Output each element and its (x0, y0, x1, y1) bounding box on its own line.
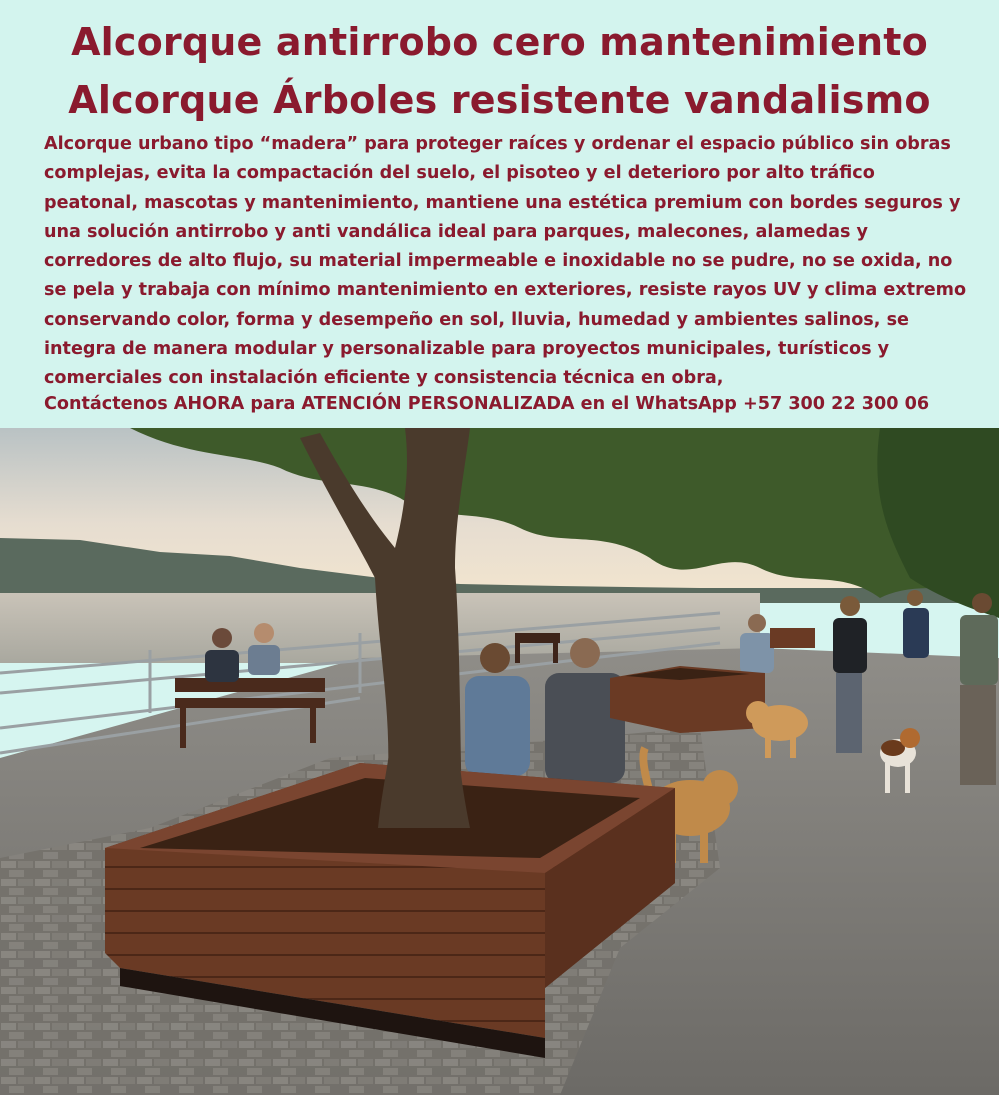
description-line: complejas, evita la compactación del suelo, el pisoteo y el deterioro por alto tráfico (44, 163, 875, 184)
headline-line-1: Alcorque antirrobo cero mantenimiento (71, 20, 928, 64)
description-line: peatonal, mascotas y mantenimiento, mantiene una estética premium con bordes seguros y (44, 192, 961, 213)
planter-distant (770, 628, 815, 648)
description-line: se pela y trabaja con mínimo mantenimiento en exteriores, resiste rayos UV y clima extremo (44, 280, 967, 301)
whatsapp-contact: Contáctenos AHORA para ATENCIÓN PERSONALIZADA en el WhatsApp +57 300 22 300 06 (44, 394, 930, 414)
description-line: integra de manera modular y personalizable para proyectos municipales, turísticos y (44, 339, 890, 360)
headline-line-2: Alcorque Árboles resistente vandalismo (68, 78, 931, 122)
description-line: conservando color, forma y desempeño en sol, lluvia, humedad y ambientes salinos, se (44, 309, 909, 330)
promenade-photo (0, 428, 999, 1095)
description (44, 130, 974, 394)
planter-far (610, 666, 765, 733)
description-line: comerciales con instalación eficiente y consistencia técnica en obra, (44, 368, 724, 389)
tree-trunk-base (378, 728, 470, 828)
description-line: una solución antirrobo y anti vandálica ideal para parques, malecones, alamedas y (44, 221, 869, 242)
text-panel (0, 0, 999, 428)
description-line: Alcorque urbano tipo “madera” para proteger raíces y ordenar el espacio público sin obras (44, 134, 951, 154)
description-line: corredores de alto flujo, su material impermeable e inoxidable no se pudre, no se oxida, no (44, 251, 953, 272)
